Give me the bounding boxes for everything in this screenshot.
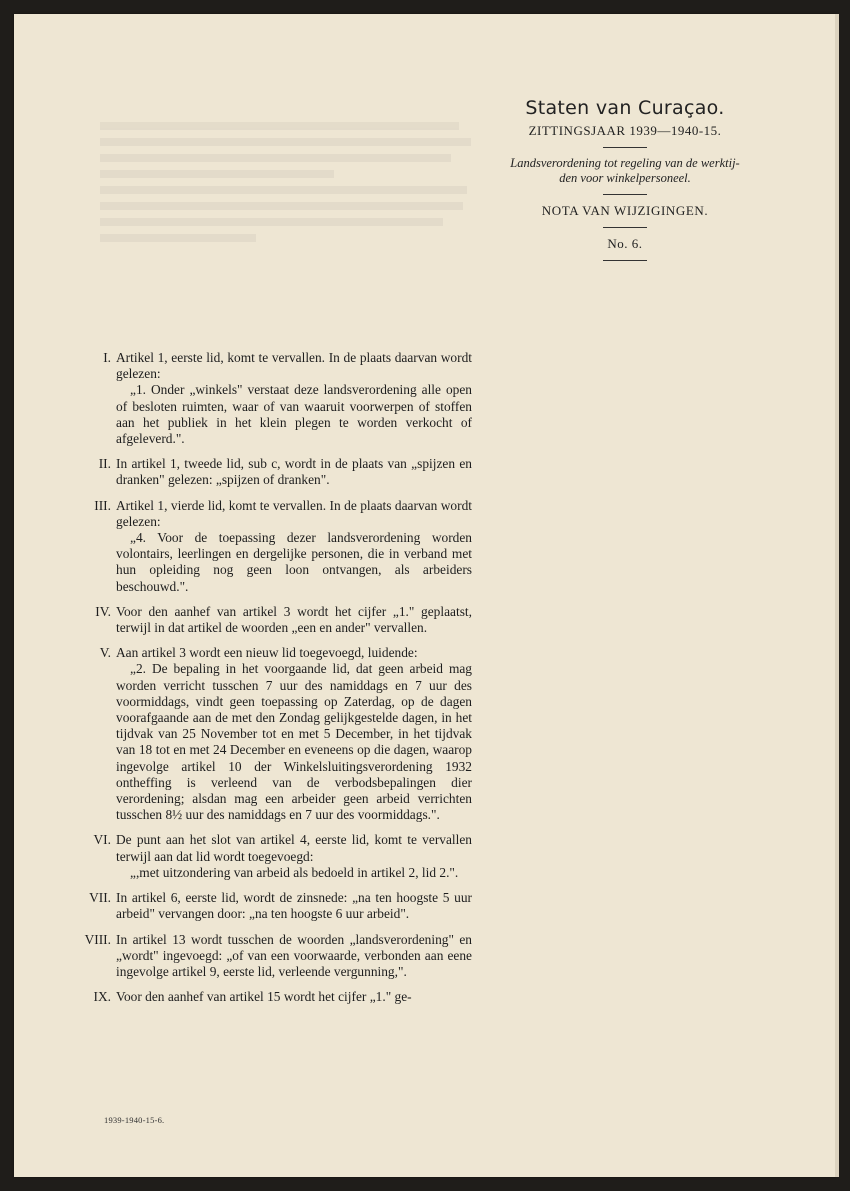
amendment-text: In artikel 13 wordt tusschen de woorden „landsverordening" en „wordt" ingevoegd: „of van een voorwaarde, verbonden aan eene ingevolge artikel 9, eerste lid, verleende vergunning,". [116, 931, 472, 979]
amendment-text: In artikel 6, eerste lid, wordt de zinsnede: „na ten hoogste 5 uur arbeid" vervangen door: „na ten hoogste 6 uur arbeid". [116, 890, 472, 922]
amendment-numeral: VI. [93, 832, 111, 848]
amendment-text: Voor den aanhef van artikel 3 wordt het cijfer „1." geplaatst, terwijl in dat artikel de woorden „een en ander" vervallen. [116, 603, 472, 636]
subject-line-2: den voor winkelpersoneel. [559, 171, 691, 185]
amendment-item [82, 456, 472, 488]
nota-heading: NOTA VAN WIJZIGINGEN. [541, 203, 709, 218]
document-header [490, 97, 760, 269]
amendment-numeral: IV. [95, 603, 111, 619]
amendment-item [82, 989, 472, 1005]
session-line: ZITTINGSJAAR 1939—1940-15. [528, 123, 722, 138]
amendment-item [82, 890, 472, 922]
amendment-numeral: IX. [93, 989, 111, 1005]
bleed-through-text [100, 122, 490, 250]
amendment-quote: „2. De bepaling in het voorgaande lid, dat geen arbeid mag worden verricht tusschen 7 uur des namiddags en 7 uur des voormiddags, vindt geen toepassing op Zaterdag, op de dagen voorafgaande aan de met den Zondag gelijkgestelde dagen, in het tijdvak van 25 November tot en met 5 December, in het tijdvak van 18 tot en met 24 December en eveneens op die dagen, waarop ingevolge artikel 10 der Winkelsluitingsverordening 1932 ontheffing is verleend van de verbodsbepalingen dier verordening; alsdan mag een arbeider geen arbeid verrichten tusschen 8½ uur des namiddags en 7 uur des voormiddags.". [116, 661, 472, 823]
divider [603, 147, 647, 148]
document-code: 1939-1940-15-6. [104, 1115, 165, 1125]
amendment-text: Aan artikel 3 wordt een nieuw lid toegevoegd, luidende: [116, 645, 418, 661]
page-edge [835, 14, 839, 1177]
amendment-item [82, 498, 472, 595]
divider [603, 194, 647, 195]
institution-title: Staten van Curaçao. [525, 97, 725, 119]
amendment-item [82, 350, 472, 447]
amendment-text: Artikel 1, vierde lid, komt te vervallen. In de plaats daarvan wordt gelezen: [116, 497, 472, 529]
subject-line-1: Landsverordening tot regeling van de werktij- [510, 156, 740, 170]
divider [603, 227, 647, 228]
amendment-text: Artikel 1, eerste lid, komt te vervallen. In de plaats daarvan wordt gelezen: [116, 350, 472, 382]
amendment-numeral: I. [103, 350, 111, 365]
amendment-item [82, 932, 472, 981]
amendment-numeral: V. [99, 645, 111, 661]
amendment-quote: „,met uitzondering van arbeid als bedoeld in artikel 2, lid 2.". [130, 864, 459, 880]
amendment-numeral: III. [94, 497, 111, 513]
amendment-text: In artikel 1, tweede lid, sub c, wordt in de plaats van „spijzen en dranken" gelezen: „spijzen of dranken". [116, 456, 472, 488]
subject-title [490, 156, 760, 186]
amendment-text: De punt aan het slot van artikel 4, eerste lid, komt te vervallen terwijl aan dat lid wordt toegevoegd: [116, 832, 472, 864]
amendment-item [82, 645, 472, 823]
amendment-numeral: VII. [89, 890, 111, 906]
amendment-item [82, 604, 472, 636]
amendment-quote: „1. Onder „winkels" verstaat deze landsverordening alle open of besloten ruimten, waar of van waaruit voorwerpen of stoffen aan het publiek in het klein plegen te worden verkocht of afgeleverd.". [116, 382, 472, 447]
amendment-text: Voor den aanhef van artikel 15 wordt het cijfer „1." ge- [116, 989, 412, 1005]
divider [603, 260, 647, 261]
amendment-numeral: II. [98, 456, 111, 472]
document-number: No. 6. [607, 236, 643, 251]
amendment-item [82, 832, 472, 881]
amendment-numeral: VIII. [84, 931, 111, 947]
amendment-quote: „4. Voor de toepassing dezer landsverordening worden volontairs, leerlingen en dergelijke personen, die in verband met hun opleiding nog geen loon ontvangen, als arbeiders beschouwd.". [116, 530, 472, 594]
amendments-list [82, 350, 472, 1014]
